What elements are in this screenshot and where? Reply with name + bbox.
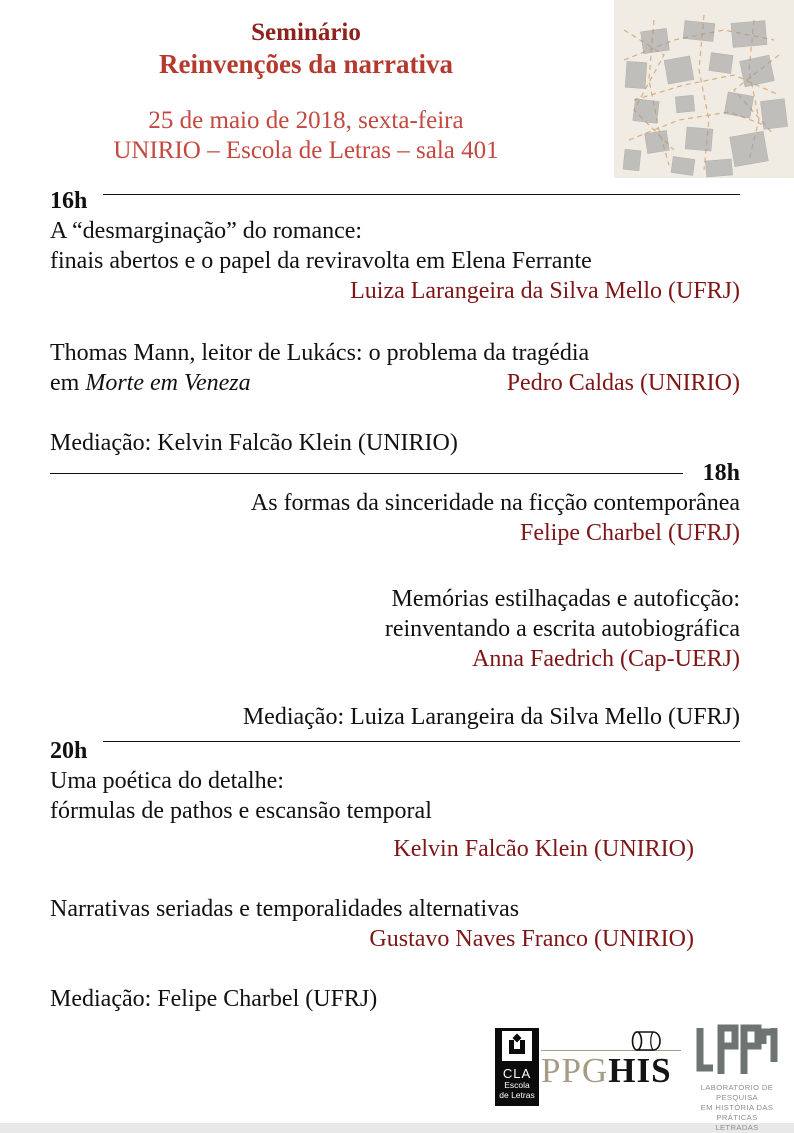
talk-title-book: Morte em Veneza — [85, 370, 251, 396]
talk-speaker: Anna Faedrich (Cap-UERJ) — [472, 646, 740, 672]
seminar-location: UNIRIO – Escola de Letras – sala 401 — [113, 137, 499, 164]
talk-title-line: Memórias estilhaçadas e autoficção: — [391, 586, 740, 612]
divider-rule — [50, 473, 683, 474]
seminar-date: 25 de maio de 2018, sexta-feira — [148, 107, 464, 134]
session-16h-divider — [50, 186, 740, 216]
session-16h-time: 16h — [50, 188, 88, 214]
session-20h-divider — [50, 736, 740, 766]
lppl-logo — [686, 1024, 788, 1133]
talk-speaker: Pedro Caldas (UNIRIO) — [506, 370, 740, 396]
seminar-title: Reinvenções da narrativa — [159, 49, 453, 79]
talk-title-line: A “desmarginação” do romance: — [50, 218, 363, 244]
lppl-caption — [686, 1083, 788, 1133]
talk-title-line: Thomas Mann, leitor de Lukács: o problema da tragédia — [50, 340, 590, 366]
talk-title-continuation — [50, 368, 251, 398]
map-illustration — [614, 0, 794, 178]
lppl-monogram-icon — [691, 1024, 783, 1076]
talk-title-and-speaker-row — [50, 368, 740, 398]
unirio-symbol-icon — [502, 1031, 532, 1061]
his-letters: HIS — [608, 1051, 672, 1090]
cla-school-line: de Letras — [499, 1089, 535, 1100]
session-18h-time: 18h — [702, 460, 740, 486]
talk-title-line: Uma poética do detalhe: — [50, 768, 284, 794]
session-18h-divider — [50, 458, 740, 488]
lppl-caption-line: EM HISTÓRIA DAS PRÁTICAS — [700, 1103, 774, 1122]
talk-title-prefix: em — [50, 370, 80, 396]
session-20h-time: 20h — [50, 738, 88, 764]
talk-speaker: Kelvin Falcão Klein (UNIRIO) — [393, 836, 694, 862]
talk-speaker: Gustavo Naves Franco (UNIRIO) — [369, 926, 694, 952]
talk-title-line: fórmulas de pathos e escansão temporal — [50, 798, 432, 824]
lppl-caption-line: LABORATÓRIO DE PESQUISA — [700, 1083, 774, 1102]
talk-title-line: Narrativas seriadas e temporalidades alternativas — [50, 896, 520, 922]
mediation-line: Mediação: Kelvin Falcão Klein (UNIRIO) — [50, 430, 458, 456]
talk-title-line: reinventando a escrita autobiográfica — [384, 616, 740, 642]
scroll-icon — [629, 1029, 663, 1053]
cla-escola-de-letras-logo — [495, 1028, 539, 1106]
footer-logos — [0, 1020, 794, 1132]
talk-speaker: Luiza Larangeira da Silva Mello (UFRJ) — [350, 278, 740, 304]
seminar-label: Seminário — [251, 19, 361, 46]
mediation-line: Mediação: Luiza Larangeira da Silva Mello (UFRJ) — [242, 704, 740, 730]
ppghis-logo — [541, 1050, 681, 1090]
ppg-letters: PPG — [541, 1051, 609, 1090]
divider-rule — [103, 194, 740, 195]
divider-rule — [103, 741, 740, 742]
lppl-caption-line: LETRADAS — [715, 1123, 759, 1132]
poster-header — [0, 18, 612, 166]
cla-acronym: CLA — [502, 1066, 532, 1081]
ppghis-wordmark — [541, 1050, 681, 1090]
cla-school-line: Escola — [504, 1080, 530, 1090]
program — [50, 186, 740, 1014]
mediation-line: Mediação: Felipe Charbel (UFRJ) — [50, 986, 378, 1012]
talk-title-line: As formas da sinceridade na ficção contemporânea — [250, 490, 740, 516]
talk-title-line: finais abertos e o papel da reviravolta em Elena Ferrante — [50, 248, 592, 274]
talk-speaker: Felipe Charbel (UFRJ) — [520, 520, 740, 546]
